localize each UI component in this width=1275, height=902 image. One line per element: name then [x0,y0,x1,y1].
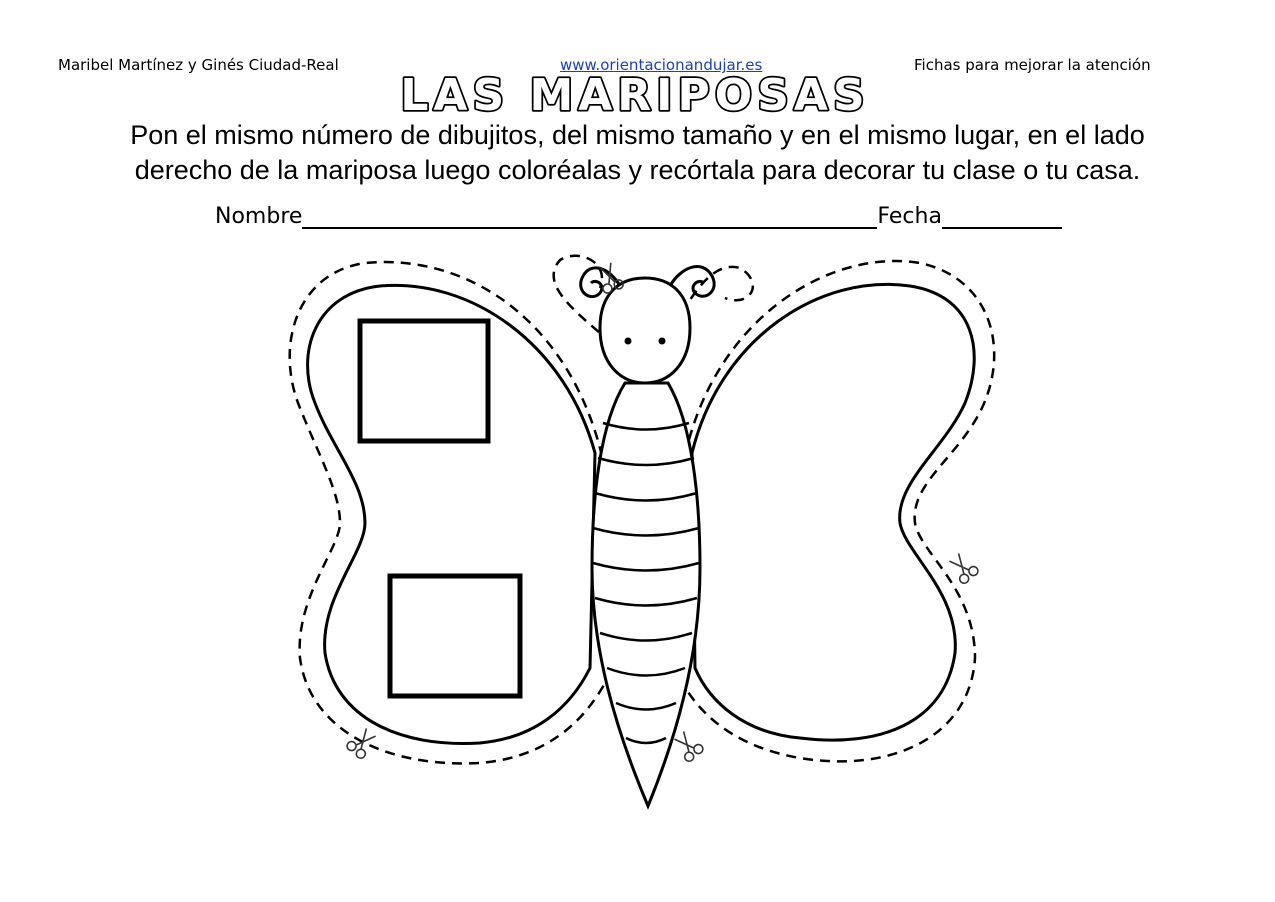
wing-squares [360,321,520,696]
scissors-icon [345,726,379,761]
instruction-line-2: derecho de la mariposa luego coloréalas y recórtala para decorar tu clase o tu casa. [134,155,1141,185]
right-eye [659,338,666,345]
name-field[interactable] [302,203,877,229]
left-wing-square-top [360,321,488,441]
left-wing [308,285,595,743]
scissors-icon [595,261,624,294]
right-wing-cut-line [680,261,994,761]
butterfly-illustration [270,238,1010,818]
instructions [40,118,1235,188]
scissors-icon [671,729,705,764]
left-wing-square-bottom [390,576,520,696]
name-label: Nombre [215,204,303,229]
authors-label: Maribel Martínez y Ginés Ciudad-Real [58,56,339,74]
page-title-graphic [390,70,880,122]
page-title: LAS MARIPOSAS [400,70,870,121]
right-wing [692,284,974,740]
date-label: Fecha [877,204,942,229]
website-link[interactable]: www.orientacionandujar.es [560,56,763,74]
butterfly-head [600,278,690,383]
series-label: Fichas para mejorar la atención [914,56,1151,74]
left-eye [625,338,632,345]
instruction-line-1: Pon el mismo número de dibujitos, del mismo tamaño y en el mismo lugar, en el lado [130,120,1145,150]
butterfly-body [592,278,700,806]
date-field[interactable] [942,203,1062,229]
name-date-row [215,203,1062,229]
